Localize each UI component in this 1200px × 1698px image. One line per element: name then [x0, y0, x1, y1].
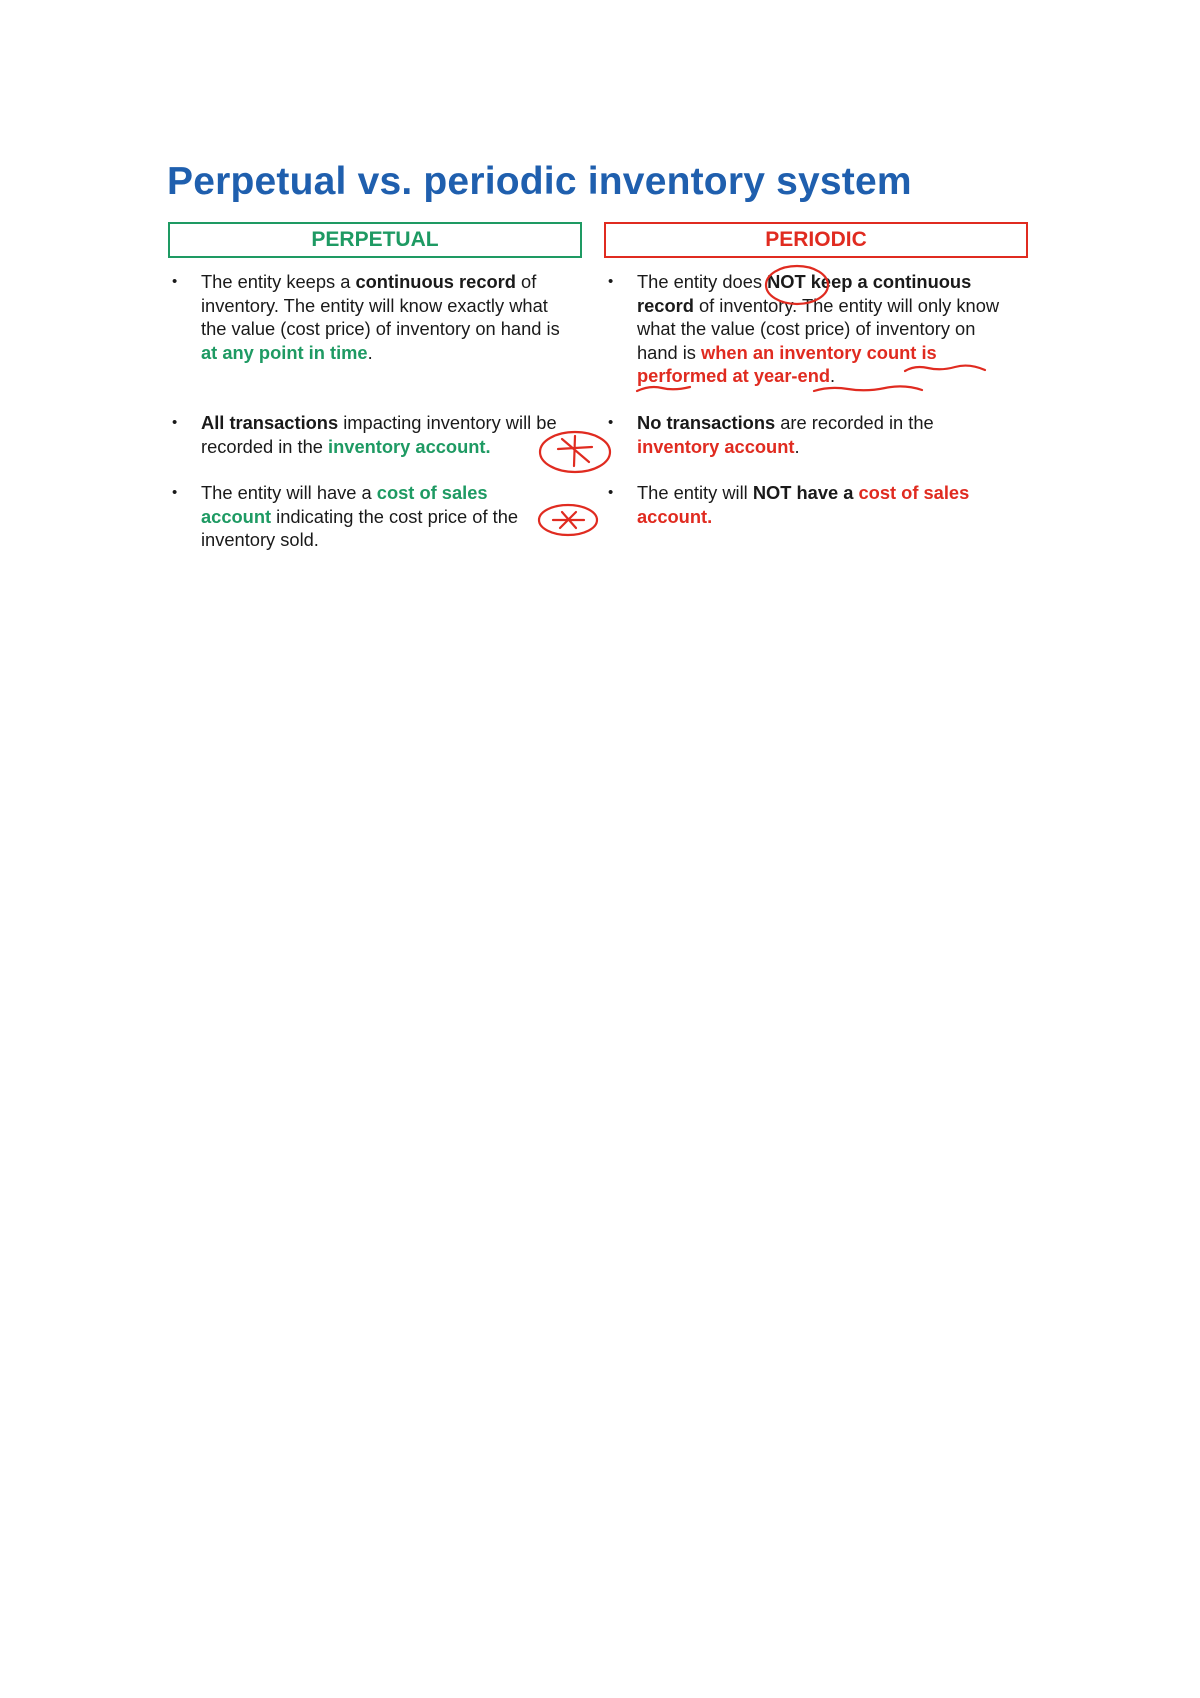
perpetual-bullet-3	[172, 481, 562, 552]
perpetual-header: PERPETUAL	[168, 222, 582, 258]
bullet-icon: •	[608, 414, 614, 431]
highlight-text: at any point in time	[201, 341, 368, 363]
highlight-text: cost of sales account	[201, 482, 488, 527]
page-title: Perpetual vs. periodic inventory system	[167, 160, 912, 203]
periodic-bullet-1	[608, 270, 1018, 388]
wavy-underline-annotation	[637, 387, 690, 391]
text: The entity keeps a	[201, 271, 356, 292]
text: .	[830, 365, 836, 386]
periodic-bullet-2	[608, 411, 1018, 458]
bullet-icon: •	[608, 273, 614, 290]
bullet-icon: •	[608, 484, 614, 501]
text: The entity will have a	[201, 482, 377, 503]
text: of inventory. The entity will know exactly what the value (cost price) of inventory on hand is	[201, 271, 560, 339]
emphasis-text: No transactions	[637, 412, 776, 433]
periodic-header: PERIODIC	[604, 222, 1028, 258]
bullet-icon: •	[172, 273, 178, 290]
text: The entity does	[637, 271, 768, 292]
text: The entity will	[637, 482, 753, 503]
text: of inventory. The entity will only know what the value (cost price) of inventory on hand is	[637, 294, 1000, 363]
perpetual-bullet-1	[172, 270, 562, 364]
highlight-text: when an inventory count is performed at year-end	[637, 341, 937, 386]
emphasis-text: All transactions	[201, 412, 339, 433]
bullet-icon: •	[172, 414, 178, 431]
highlight-text: inventory account.	[328, 435, 491, 457]
text: .	[794, 435, 800, 457]
periodic-bullet-3	[608, 481, 1018, 528]
highlight-text: inventory account	[637, 435, 795, 457]
emphasis-text: continuous record	[355, 271, 516, 292]
text: indicating the cost price of the inventory sold.	[201, 505, 519, 550]
text: are recorded in the	[775, 412, 934, 433]
bullet-icon: •	[172, 484, 178, 501]
emphasis-text: NOT keep a continuous record	[637, 271, 972, 316]
text: .	[367, 341, 373, 363]
text: impacting inventory will be recorded in the	[201, 412, 557, 457]
highlight-text: cost of sales account.	[637, 482, 970, 527]
perpetual-bullet-2	[172, 411, 562, 458]
emphasis-text: NOT have a	[752, 482, 854, 503]
